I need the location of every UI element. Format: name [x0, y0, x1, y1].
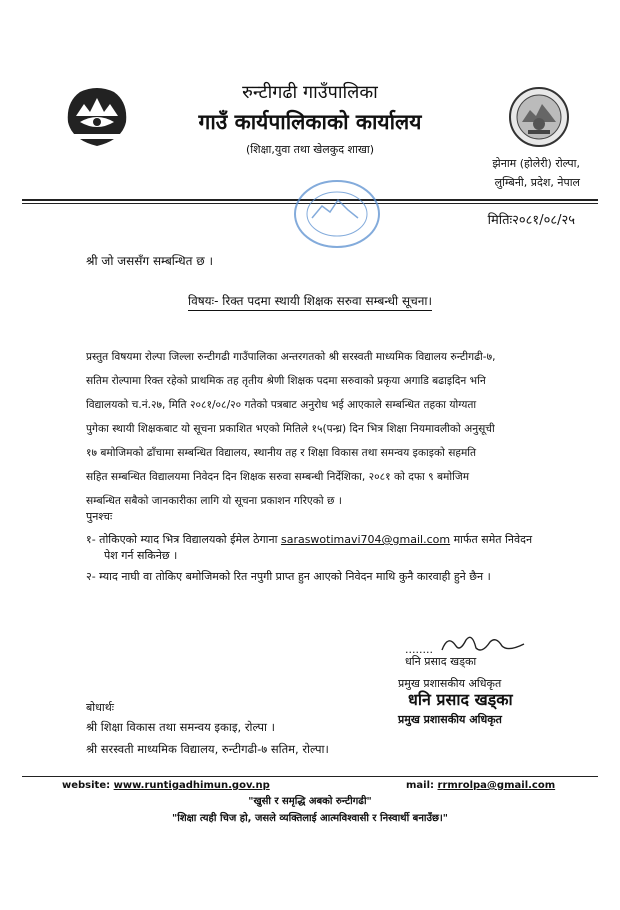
cc-recipient-1: श्री शिक्षा विकास तथा समन्वय इकाइ, रोल्पा । [86, 720, 275, 734]
body-line: विद्यालयको च.नं.२७, मिति २०८१/०८/२० गतेको पत्रबाट अनुरोध भई आएकाले सम्बन्धित तहका योग्यता [86, 399, 477, 411]
school-email-link[interactable]: saraswotimavi704@gmail.com [280, 533, 451, 546]
office-stamp [292, 178, 382, 250]
body-line: पुगेका स्थायी शिक्षकबाट यो सूचना प्रकाशित भएको मितिले १५(पन्ध्र) दिन भित्र शिक्षा नियमावलीको अनुसूची [86, 423, 495, 435]
title-stamp: प्रमुख प्रशासकीय अधिकृत [398, 713, 502, 726]
section-name: (शिक्षा,युवा तथा खेलकुद शाखा) [245, 143, 375, 156]
subject-line [0, 292, 620, 309]
signatory-name: धनि प्रसाद खड्का [405, 655, 477, 668]
municipality-name: रुन्टीगढी गाउँपालिका [242, 82, 378, 103]
body-line: १७ बमोजिमको ढाँचामा सम्बन्धित विद्यालय, स्थानीय तह र शिक्षा विकास तथा समन्वय इकाइको सहमति [86, 447, 477, 459]
postscript-item-1 [86, 532, 532, 547]
item-1-suffix: मार्फत समेत निवेदन [453, 533, 533, 546]
name-stamp: धनि प्रसाद खड्का [408, 690, 513, 709]
office-name: गाउँ कार्यपालिकाको कार्यालय [198, 110, 422, 134]
office-address [492, 154, 580, 192]
handwritten-signature-icon [438, 632, 528, 656]
website-link[interactable]: www.runtigadhimun.gov.np [113, 780, 270, 791]
cc-recipient-2: श्री सरस्वती माध्यमिक विद्यालय, रुन्टीगढी-७ सतिम, रोल्पा। [86, 742, 329, 756]
letter-date: मितिः२०८१/०८/२५ [487, 213, 575, 228]
mail-label: mail: [406, 780, 435, 791]
footer-divider [22, 776, 598, 777]
footer-quote: "शिक्षा त्यही चिज हो, जसले व्यक्तिलाई आत्मविश्वासी र निस्वार्थी बनाउँछ।" [172, 813, 448, 824]
body-line: सहित सम्बन्धित विद्यालयमा निवेदन दिन शिक्षक सरुवा सम्बन्धी निर्देशिका, २०८१ को दफा ९ बमोजिम [86, 471, 470, 483]
footer-website [62, 780, 270, 791]
subject-text: विषयः- रिक्त पदमा स्थायी शिक्षक सरुवा सम्बन्धी सूचना। [188, 294, 432, 311]
address-line-1: झेनाम (होलेरी) रोल्पा, [492, 157, 580, 170]
postscript-label: पुनश्चः [86, 510, 113, 523]
mail-link[interactable]: rrmrolpa@gmail.com [437, 780, 556, 791]
body-line: सम्बन्धित सबैको जानकारीका लागि यो सूचना प्रकाशन गरिएको छ । [86, 495, 342, 507]
postscript-item-2: २- म्याद नाघी वा तोकिए बमोजिमको रित नपुगी प्राप्त हुन आएको निवेदन माथि कुनै कारवाही हुने छैन । [86, 570, 491, 583]
postscript-item-1-continued: पेश गर्न सकिनेछ । [104, 549, 178, 562]
item-1-prefix: १- तोकिएको म्याद भित्र विद्यालयको ईमेल ठेगाना [86, 533, 278, 546]
address-line-2: लुम्बिनी, प्रदेश, नेपाल [494, 176, 580, 189]
salutation: श्री जो जससँग सम्बन्धित छ । [86, 254, 214, 268]
signatory-title: प्रमुख प्रशासकीय अधिकृत [398, 677, 502, 690]
footer-mail [406, 780, 555, 791]
footer-motto: "खुसी र समृद्धि अबको रुन्टीगढी" [248, 796, 372, 807]
body-line: सतिम रोल्पामा रिक्त रहेको प्राथमिक तह तृतीय श्रेणी शिक्षक पदमा सरुवाको प्रकृया अगाडि बढाइदिन भनि [86, 375, 486, 387]
website-label: website: [62, 780, 111, 791]
letter-body [86, 345, 566, 513]
signature-dots: ........ [405, 643, 433, 656]
signature [405, 632, 528, 656]
cc-label: बोधार्थः [86, 701, 114, 714]
body-line: प्रस्तुत विषयमा रोल्पा जिल्ला रुन्टीगढी गाउँपालिका अन्तरगतको श्री सरस्वती माध्यमिक विद्यालय रुन्टीगढी-७, [86, 351, 496, 363]
